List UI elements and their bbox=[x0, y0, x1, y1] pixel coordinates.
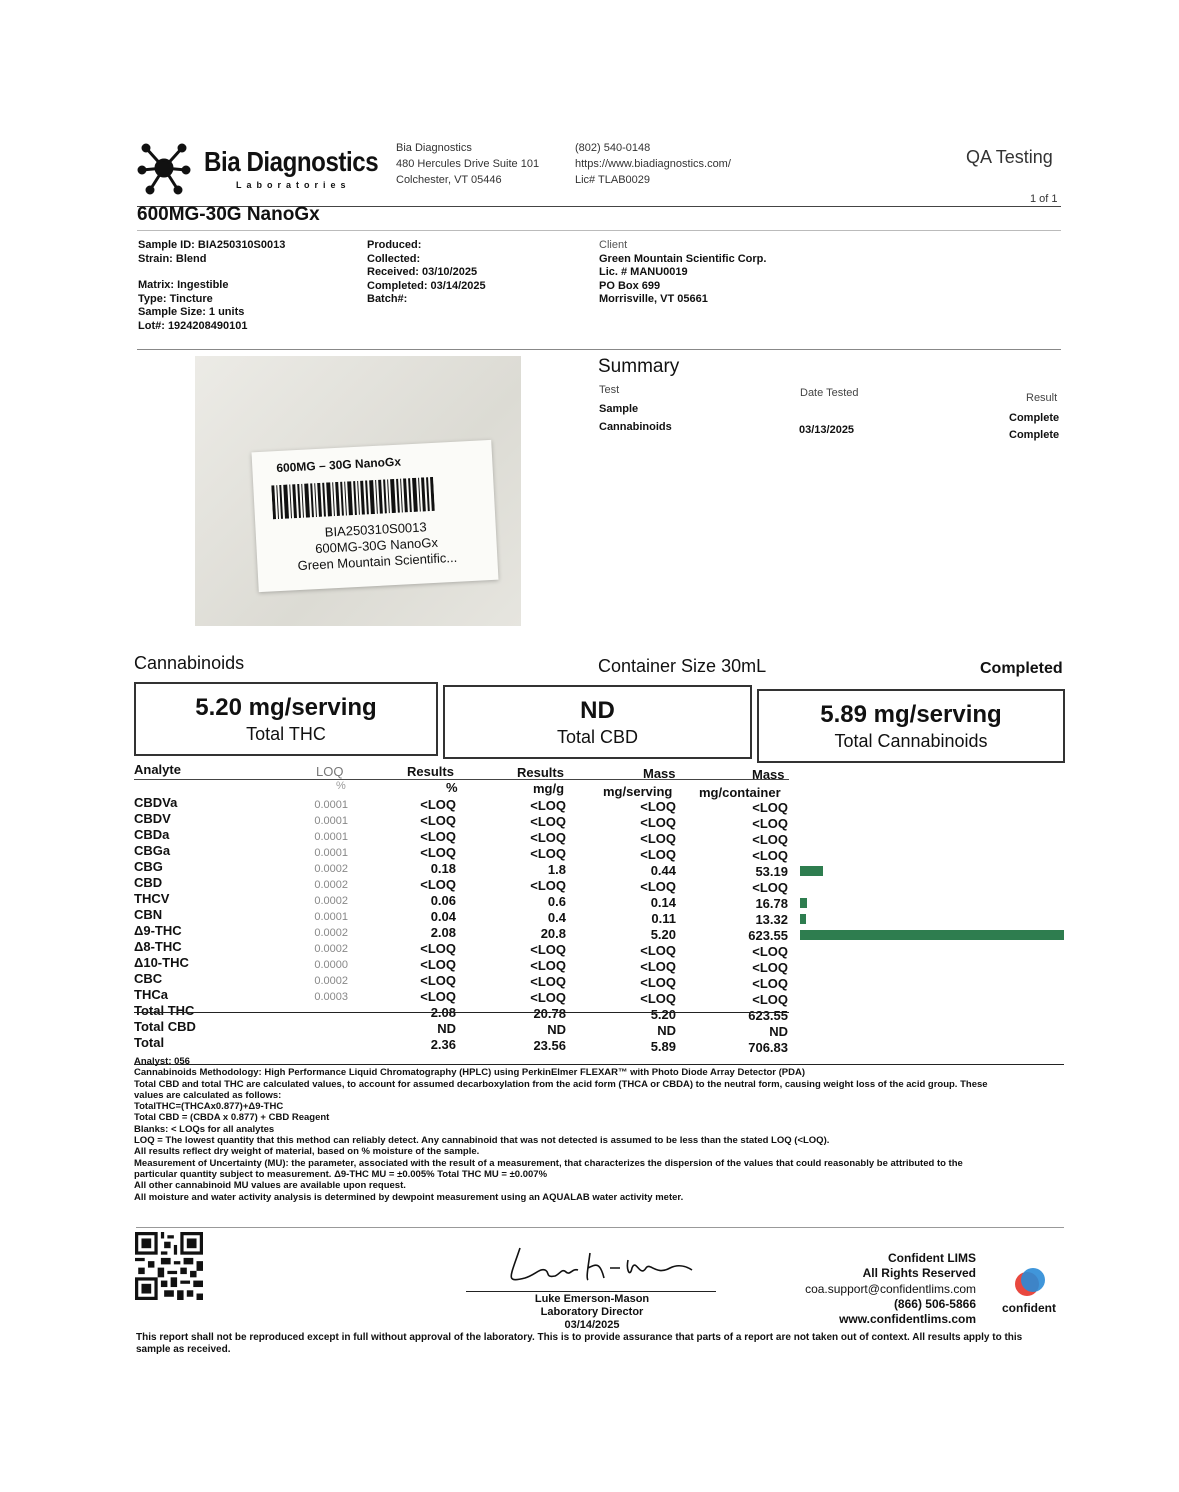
cell-results-mgg: <LOQ bbox=[530, 814, 566, 829]
cell-mass-container: 53.19 bbox=[755, 864, 788, 879]
cell-analyte: THCa bbox=[134, 987, 168, 1002]
notes-divider bbox=[136, 1227, 1064, 1228]
cell-mass-container: 623.55 bbox=[748, 928, 788, 943]
th-mass-serving: Mass bbox=[643, 766, 676, 781]
lims-phone: (866) 506-5866 bbox=[893, 1297, 976, 1311]
total-cannabinoids-value: 5.89 mg/serving bbox=[820, 701, 1002, 728]
cell-loq: 0.0001 bbox=[314, 847, 348, 859]
summary-col-test: Test bbox=[599, 384, 620, 396]
cell-results-mgg: 0.6 bbox=[547, 894, 566, 909]
sample-lot: Lot#: 1924208490101 bbox=[138, 319, 248, 332]
note-cbd-formula: Total CBD = (CBDA x 0.877) + CBD Reagent bbox=[134, 1112, 330, 1124]
cell-loq: 0.0002 bbox=[314, 863, 348, 875]
cell-mass-container: 13.32 bbox=[755, 912, 788, 927]
cell-results-pct: 2.36 bbox=[430, 1037, 456, 1052]
lab-address-line2: Colchester, VT 05446 bbox=[396, 174, 502, 186]
cell-loq: 0.0001 bbox=[314, 815, 348, 827]
methodology-notes bbox=[134, 1056, 1054, 1203]
cell-mass-serving: 0.14 bbox=[650, 895, 676, 910]
lab-address-block bbox=[396, 140, 539, 188]
cell-mass-serving: <LOQ bbox=[640, 959, 676, 974]
cell-mass-container: <LOQ bbox=[752, 832, 788, 847]
cell-loq: 0.0002 bbox=[314, 943, 348, 955]
cell-results-pct: 0.04 bbox=[430, 909, 456, 924]
cell-results-mgg: <LOQ bbox=[530, 942, 566, 957]
total-cbd-box bbox=[443, 685, 752, 759]
date-produced: Produced: bbox=[367, 239, 422, 251]
cell-analyte: CBDVa bbox=[134, 795, 178, 810]
th-results-pct-unit: % bbox=[446, 780, 458, 795]
cell-loq: 0.0002 bbox=[314, 975, 348, 987]
signature-icon bbox=[500, 1238, 700, 1288]
sample-type: Type: Tincture bbox=[138, 292, 213, 305]
lims-email[interactable]: coa.support@confidentlims.com bbox=[805, 1282, 976, 1296]
cell-analyte: CBDV bbox=[134, 811, 171, 826]
cell-analyte: Total THC bbox=[134, 1003, 195, 1018]
lims-rights: All Rights Reserved bbox=[862, 1266, 976, 1280]
col-mass-serving bbox=[590, 799, 676, 1055]
total-cannabinoids-label: Total Cannabinoids bbox=[834, 731, 988, 751]
cell-analyte: CBC bbox=[134, 971, 163, 986]
mass-bar bbox=[800, 898, 807, 908]
cell-results-pct: <LOQ bbox=[420, 989, 456, 1004]
cannabinoids-title: Cannabinoids bbox=[134, 653, 245, 673]
client-info bbox=[599, 239, 766, 307]
th-analyte: Analyte bbox=[134, 762, 181, 777]
total-thc-value: 5.20 mg/serving bbox=[195, 694, 377, 721]
cell-mass-serving: 5.89 bbox=[650, 1039, 676, 1054]
lab-license: Lic# TLAB0029 bbox=[575, 174, 651, 186]
note-thc-formula: TotalTHC=(THCAx0.877)+Δ9-THC bbox=[134, 1101, 284, 1113]
note-mu-other: All other cannabinoid MU values are available upon request. bbox=[134, 1180, 406, 1192]
sample-dates bbox=[367, 239, 486, 307]
qa-testing-label: QA Testing bbox=[966, 147, 1053, 167]
cell-analyte: CBDa bbox=[134, 827, 170, 842]
cell-results-mgg: 23.56 bbox=[533, 1038, 566, 1053]
cell-results-pct: <LOQ bbox=[420, 877, 456, 892]
cell-mass-container: ND bbox=[769, 1024, 788, 1039]
note-calc: Total CBD and total THC are calculated values, to account for assumed decarboxylation from the acid form (THCA or CBDA) to the neutral form, causing weight loss of the acid group. These bbox=[134, 1078, 988, 1090]
product-title: 600MG-30G NanoGx bbox=[137, 204, 320, 225]
client-name: Green Mountain Scientific Corp. bbox=[599, 252, 767, 265]
cell-mass-serving: <LOQ bbox=[640, 975, 676, 990]
container-size: Container Size 30mL bbox=[598, 656, 767, 676]
cell-loq bbox=[290, 1021, 348, 1037]
th-mass-container: Mass bbox=[752, 767, 785, 782]
sample-matrix: Matrix: Ingestible bbox=[138, 279, 229, 291]
sample-label-product: 600MG-30G NanoGx bbox=[314, 534, 439, 557]
cell-mass-container: <LOQ bbox=[752, 992, 788, 1007]
total-thc-label: Total THC bbox=[246, 724, 326, 744]
summary-test-sample: Sample bbox=[599, 403, 639, 415]
signature-line bbox=[466, 1291, 716, 1292]
lab-name: Bia Diagnostics bbox=[396, 142, 472, 154]
date-collected: Collected: bbox=[367, 252, 421, 265]
cell-loq: 0.0003 bbox=[314, 991, 348, 1003]
cell-loq: 0.0001 bbox=[314, 799, 348, 811]
cell-results-mgg: 20.8 bbox=[540, 926, 566, 941]
summary-col-date: Date Tested bbox=[800, 387, 859, 399]
client-label: Client bbox=[599, 239, 628, 251]
date-completed: Completed: 03/14/2025 bbox=[367, 279, 486, 292]
sample-label-id: BIA250310S0013 bbox=[324, 519, 427, 540]
cell-mass-container: <LOQ bbox=[752, 800, 788, 815]
signature-date: 03/14/2025 bbox=[564, 1319, 620, 1331]
cell-results-pct: <LOQ bbox=[420, 797, 456, 812]
cell-results-pct: <LOQ bbox=[420, 957, 456, 972]
cell-mass-serving: 0.44 bbox=[650, 863, 676, 878]
cell-loq: 0.0001 bbox=[314, 911, 348, 923]
footer-disclaimer: This report shall not be reproduced except in full without approval of the laboratory. This is to provide assurance that parts of a report are not taken out of context. All results apply to this sample as received. bbox=[136, 1332, 1023, 1355]
summary-test-cannabinoids: Cannabinoids bbox=[599, 421, 672, 433]
mass-bar bbox=[800, 866, 823, 876]
cell-analyte: CBN bbox=[134, 907, 163, 922]
cell-mass-serving: <LOQ bbox=[640, 879, 676, 894]
client-po: PO Box 699 bbox=[599, 279, 661, 292]
sample-id: Sample ID: BIA250310S0013 bbox=[138, 239, 286, 251]
cell-results-mgg: <LOQ bbox=[530, 846, 566, 861]
cell-mass-serving: ND bbox=[657, 1023, 676, 1038]
mass-bar-chart bbox=[800, 800, 1066, 1060]
barcode-icon bbox=[271, 477, 435, 519]
sample-strain: Strain: Blend bbox=[138, 252, 207, 265]
th-mass-container-unit: mg/container bbox=[699, 785, 781, 800]
lims-name: Confident LIMS bbox=[888, 1251, 976, 1265]
cell-results-mgg: <LOQ bbox=[530, 974, 566, 989]
summary-result-sample: Complete bbox=[1009, 412, 1060, 424]
cell-loq bbox=[290, 1005, 348, 1021]
note-moisture: All moisture and water activity analysis is determined by dewpoint measurement using an AQUALAB water activity meter. bbox=[134, 1191, 684, 1203]
cell-mass-serving: <LOQ bbox=[640, 815, 676, 830]
mass-bar bbox=[800, 914, 806, 924]
col-results-mgg bbox=[480, 798, 566, 1054]
cell-analyte: Total CBD bbox=[134, 1019, 196, 1034]
sample-size: Sample Size: 1 units bbox=[138, 306, 245, 318]
summary-date-cannabinoids: 03/13/2025 bbox=[799, 424, 855, 436]
cell-analyte: Δ8-THC bbox=[134, 939, 182, 954]
note-mu2: particular quantity subject to measurement. Δ9-THC MU = ±0.005% Total THC MU = ±0.007% bbox=[134, 1168, 548, 1180]
cell-loq: 0.0002 bbox=[314, 927, 348, 939]
cell-analyte: CBG bbox=[134, 859, 163, 874]
cell-analyte: Δ9-THC bbox=[134, 923, 182, 938]
sample-label-title: 600MG – 30G NanoGx bbox=[275, 454, 402, 476]
cell-analyte: CBGa bbox=[134, 843, 171, 858]
cell-mass-serving: <LOQ bbox=[640, 991, 676, 1006]
signer-title: Laboratory Director bbox=[540, 1306, 644, 1318]
cell-mass-serving: <LOQ bbox=[640, 831, 676, 846]
cell-loq: 0.0002 bbox=[314, 879, 348, 891]
lab-contact-block bbox=[575, 140, 731, 188]
summary-title: Summary bbox=[598, 356, 680, 377]
client-license: Lic. # MANU0019 bbox=[599, 266, 688, 278]
brand-subtitle: Laboratories bbox=[236, 180, 351, 190]
th-results-mg: Results bbox=[517, 765, 564, 780]
lab-address-line1: 480 Hercules Drive Suite 101 bbox=[396, 158, 540, 170]
cell-results-mgg: <LOQ bbox=[530, 830, 566, 845]
cell-results-pct: <LOQ bbox=[420, 941, 456, 956]
cell-results-mgg: 20.78 bbox=[533, 1006, 566, 1021]
date-received: Received: 03/10/2025 bbox=[367, 266, 478, 278]
lab-phone: (802) 540-0148 bbox=[575, 142, 651, 154]
cell-results-pct: 2.08 bbox=[430, 925, 456, 940]
qr-code-icon[interactable] bbox=[135, 1232, 203, 1300]
cell-analyte: CBD bbox=[134, 875, 163, 890]
cell-loq: 0.0001 bbox=[314, 831, 348, 843]
cell-mass-container: <LOQ bbox=[752, 848, 788, 863]
confident-logo-word: confident bbox=[1002, 1301, 1056, 1315]
sample-info bbox=[138, 239, 285, 333]
cell-results-pct: 0.18 bbox=[430, 861, 456, 876]
cell-analyte: Δ10-THC bbox=[134, 955, 189, 970]
th-results-pct: Results bbox=[407, 764, 454, 779]
cell-mass-container: <LOQ bbox=[752, 944, 788, 959]
cell-results-pct: <LOQ bbox=[420, 813, 456, 828]
cell-results-mgg: 1.8 bbox=[547, 862, 566, 877]
cell-results-pct: 2.08 bbox=[430, 1005, 456, 1020]
cell-mass-container: <LOQ bbox=[752, 880, 788, 895]
th-loq-unit: % bbox=[336, 780, 346, 792]
cell-mass-container: <LOQ bbox=[752, 976, 788, 991]
brand-name: Bia Diagnostics bbox=[204, 146, 379, 177]
cell-mass-serving: <LOQ bbox=[640, 799, 676, 814]
th-loq: LOQ bbox=[316, 764, 344, 779]
cell-analyte: Total bbox=[134, 1035, 165, 1050]
info-divider bbox=[137, 349, 1061, 350]
cell-results-mgg: <LOQ bbox=[530, 990, 566, 1005]
note-calc2: values are calculated as follows: bbox=[134, 1089, 282, 1101]
cell-loq: 0.0002 bbox=[314, 895, 348, 907]
note-blanks: Blanks: < LOQs for all analytes bbox=[134, 1123, 275, 1135]
cell-loq bbox=[290, 1037, 348, 1053]
cell-mass-serving: <LOQ bbox=[640, 943, 676, 958]
note-dry-weight: All results reflect dry weight of material, based on % moisture of the sample. bbox=[134, 1146, 480, 1158]
note-method: Cannabinoids Methodology: High Performance Liquid Chromatography (HPLC) using PerkinElmer FLEXAR™ with Photo Diode Array Detector (PDA) bbox=[134, 1067, 806, 1079]
cell-mass-container: 16.78 bbox=[755, 896, 788, 911]
summary-col-result: Result bbox=[1026, 392, 1058, 404]
cell-mass-container: <LOQ bbox=[752, 816, 788, 831]
total-cbd-value: ND bbox=[580, 697, 615, 724]
mass-bar bbox=[800, 930, 1064, 940]
cell-mass-serving: <LOQ bbox=[640, 847, 676, 862]
col-mass-container bbox=[690, 800, 788, 1056]
note-mu: Measurement of Uncertainty (MU): the parameter, associated with the result of a measurement, that characterizes the dispersion of the values that could reasonably be attributed to the bbox=[134, 1157, 963, 1169]
cell-analyte: THCV bbox=[134, 891, 170, 906]
cell-results-pct: 0.06 bbox=[430, 893, 456, 908]
th-results-mg-unit: mg/g bbox=[533, 781, 565, 796]
th-mass-serving-unit: mg/serving bbox=[603, 784, 673, 799]
cell-results-mgg: 0.4 bbox=[547, 910, 566, 925]
total-cannabinoids-box bbox=[757, 689, 1065, 763]
product-divider bbox=[137, 230, 1061, 231]
col-loq bbox=[290, 797, 348, 1053]
cell-results-mgg: <LOQ bbox=[530, 878, 566, 893]
cell-mass-serving: 0.11 bbox=[651, 911, 676, 926]
cell-results-pct: ND bbox=[437, 1021, 456, 1036]
lab-website[interactable]: https://www.biadiagnostics.com/ bbox=[575, 158, 731, 170]
sample-label bbox=[252, 440, 499, 592]
table-header-divider bbox=[134, 779, 789, 780]
cell-results-mgg: <LOQ bbox=[530, 798, 566, 813]
cell-mass-container: <LOQ bbox=[752, 960, 788, 975]
cell-results-pct: <LOQ bbox=[420, 829, 456, 844]
note-loq: LOQ = The lowest quantity that this method can reliably detect. Any cannabinoid that was not detected is assumed to be less than the stated LOQ (<LOQ). bbox=[134, 1135, 830, 1147]
page-number: 1 of 1 bbox=[1030, 193, 1058, 205]
sample-photo bbox=[195, 356, 521, 626]
cell-mass-serving: 5.20 bbox=[650, 927, 676, 942]
batch-number: Batch#: bbox=[367, 293, 408, 305]
cell-results-pct: <LOQ bbox=[420, 845, 456, 860]
cell-results-mgg: <LOQ bbox=[530, 958, 566, 973]
cell-loq: 0.0000 bbox=[314, 959, 348, 971]
cannabinoids-status: Completed bbox=[980, 660, 1063, 677]
lims-web[interactable]: www.confidentlims.com bbox=[839, 1312, 976, 1326]
client-city: Morrisville, VT 05661 bbox=[599, 293, 708, 305]
cell-results-pct: <LOQ bbox=[420, 973, 456, 988]
confident-logo-icon bbox=[1012, 1266, 1048, 1302]
bia-logo-icon bbox=[136, 140, 192, 196]
cell-mass-serving: 5.20 bbox=[650, 1007, 676, 1022]
cell-mass-container: 623.55 bbox=[748, 1008, 788, 1023]
total-cbd-label: Total CBD bbox=[556, 727, 639, 747]
cell-mass-container: 706.83 bbox=[748, 1040, 788, 1055]
signer-name: Luke Emerson-Mason bbox=[534, 1293, 650, 1305]
cell-results-mgg: ND bbox=[547, 1022, 566, 1037]
totals-divider bbox=[134, 1012, 789, 1013]
col-results-pct bbox=[380, 797, 456, 1053]
total-thc-box bbox=[134, 682, 438, 756]
summary-result-cannabinoids: Complete bbox=[1009, 429, 1060, 441]
sample-label-client: Green Mountain Scientific... bbox=[297, 549, 458, 574]
note-analyst: Analyst: 056 bbox=[134, 1056, 190, 1067]
